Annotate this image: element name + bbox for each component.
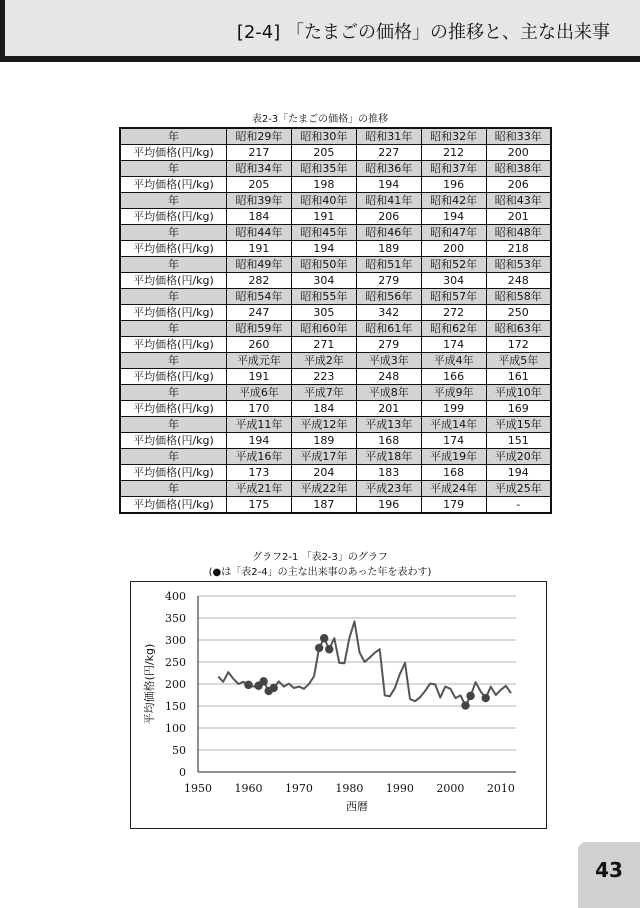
price-cell: 206 — [486, 177, 551, 193]
year-cell: 平成13年 — [356, 417, 421, 433]
price-row — [120, 145, 551, 161]
price-cell: 218 — [486, 241, 551, 257]
event-marker — [315, 644, 323, 652]
year-cell: 平成23年 — [356, 481, 421, 497]
price-cell: 247 — [227, 305, 292, 321]
price-cell: 189 — [291, 433, 356, 449]
year-cell: 平成24年 — [421, 481, 486, 497]
price-cell: 282 — [227, 273, 292, 289]
price-cell: 183 — [356, 465, 421, 481]
year-label-cell: 年 — [120, 128, 227, 145]
price-cell: 250 — [486, 305, 551, 321]
price-row — [120, 273, 551, 289]
price-cell: 184 — [291, 401, 356, 417]
year-cell: 平成22年 — [291, 481, 356, 497]
price-cell: 206 — [356, 209, 421, 225]
year-label-cell: 年 — [120, 321, 227, 337]
chart-title: グラフ2-1 「表2-3」のグラフ — [252, 552, 388, 563]
price-label-cell: 平均価格(円/kg) — [120, 337, 227, 353]
price-cell: 170 — [227, 401, 292, 417]
price-cell: 194 — [227, 433, 292, 449]
year-cell: 平成25年 — [486, 481, 551, 497]
year-cell: 昭和45年 — [291, 225, 356, 241]
x-tick-label: 1970 — [284, 782, 313, 795]
year-cell: 平成17年 — [291, 449, 356, 465]
price-row — [120, 369, 551, 385]
price-cell: 248 — [356, 369, 421, 385]
x-tick-label: 1960 — [234, 782, 263, 795]
price-cell: 279 — [356, 337, 421, 353]
event-marker — [466, 692, 474, 700]
year-cell: 昭和42年 — [421, 193, 486, 209]
year-row — [120, 257, 551, 273]
price-cell: 168 — [356, 433, 421, 449]
x-axis-title: 西暦 — [346, 800, 368, 813]
year-row — [120, 289, 551, 305]
event-marker — [482, 694, 490, 702]
price-row — [120, 497, 551, 514]
price-cell: 196 — [421, 177, 486, 193]
year-cell: 昭和35年 — [291, 161, 356, 177]
year-cell: 昭和47年 — [421, 225, 486, 241]
price-label-cell: 平均価格(円/kg) — [120, 145, 227, 161]
price-cell: 248 — [486, 273, 551, 289]
price-cell: 212 — [421, 145, 486, 161]
price-cell: 200 — [421, 241, 486, 257]
year-cell: 平成8年 — [356, 385, 421, 401]
price-cell: 205 — [291, 145, 356, 161]
year-label-cell: 年 — [120, 225, 227, 241]
year-row — [120, 128, 551, 145]
x-tick-label: 2010 — [486, 782, 515, 795]
year-cell: 昭和50年 — [291, 257, 356, 273]
price-cell: 161 — [486, 369, 551, 385]
year-cell: 平成16年 — [227, 449, 292, 465]
year-cell: 昭和44年 — [227, 225, 292, 241]
year-cell: 昭和58年 — [486, 289, 551, 305]
price-cell: 198 — [291, 177, 356, 193]
year-cell: 昭和54年 — [227, 289, 292, 305]
header-left-rule — [0, 0, 5, 62]
price-cell: 223 — [291, 369, 356, 385]
y-tick-label: 50 — [172, 744, 186, 757]
year-cell: 平成19年 — [421, 449, 486, 465]
price-cell: - — [486, 497, 551, 514]
y-tick-label: 200 — [165, 678, 186, 691]
price-cell: 174 — [421, 337, 486, 353]
price-cell: 191 — [291, 209, 356, 225]
price-label-cell: 平均価格(円/kg) — [120, 401, 227, 417]
y-tick-label: 300 — [165, 634, 186, 647]
year-cell: 昭和38年 — [486, 161, 551, 177]
y-axis-title: 平均価格(円/kg) — [143, 643, 156, 725]
year-cell: 昭和56年 — [356, 289, 421, 305]
event-marker — [270, 684, 278, 692]
table-caption: 表2-3「たまごの価格」の推移 — [251, 114, 389, 125]
year-cell: 昭和39年 — [227, 193, 292, 209]
year-cell: 平成15年 — [486, 417, 551, 433]
price-series-line — [218, 622, 511, 706]
x-tick-label: 1950 — [184, 782, 212, 795]
year-cell: 平成12年 — [291, 417, 356, 433]
price-cell: 271 — [291, 337, 356, 353]
price-cell: 194 — [356, 177, 421, 193]
year-cell: 平成2年 — [291, 353, 356, 369]
price-row — [120, 433, 551, 449]
year-cell: 平成20年 — [486, 449, 551, 465]
year-cell: 平成4年 — [421, 353, 486, 369]
price-cell: 174 — [421, 433, 486, 449]
price-cell: 201 — [356, 401, 421, 417]
price-label-cell: 平均価格(円/kg) — [120, 369, 227, 385]
year-cell: 昭和40年 — [291, 193, 356, 209]
year-cell: 昭和48年 — [486, 225, 551, 241]
y-tick-label: 250 — [165, 656, 186, 669]
price-cell: 260 — [227, 337, 292, 353]
year-label-cell: 年 — [120, 385, 227, 401]
year-cell: 昭和57年 — [421, 289, 486, 305]
year-cell: 平成14年 — [421, 417, 486, 433]
x-tick-label: 1980 — [335, 782, 364, 795]
year-label-cell: 年 — [120, 289, 227, 305]
year-cell: 昭和37年 — [421, 161, 486, 177]
year-row — [120, 353, 551, 369]
year-cell: 昭和30年 — [291, 128, 356, 145]
year-cell: 昭和31年 — [356, 128, 421, 145]
chart-subtitle: (●は「表2-4」の主な出来事のあった年を表わす) — [208, 567, 432, 578]
year-cell: 平成11年 — [227, 417, 292, 433]
price-row — [120, 337, 551, 353]
year-label-cell: 年 — [120, 161, 227, 177]
year-label-cell: 年 — [120, 417, 227, 433]
price-cell: 217 — [227, 145, 292, 161]
year-cell: 昭和51年 — [356, 257, 421, 273]
year-cell: 昭和61年 — [356, 321, 421, 337]
price-label-cell: 平均価格(円/kg) — [120, 465, 227, 481]
year-cell: 昭和36年 — [356, 161, 421, 177]
event-marker — [461, 701, 469, 709]
header-bar — [0, 0, 640, 62]
section-title: [2-4] 「たまごの価格」の推移と、主な出来事 — [236, 22, 610, 43]
price-cell: 191 — [227, 241, 292, 257]
price-cell: 169 — [486, 401, 551, 417]
price-label-cell: 平均価格(円/kg) — [120, 273, 227, 289]
year-cell: 昭和62年 — [421, 321, 486, 337]
price-row — [120, 465, 551, 481]
year-label-cell: 年 — [120, 481, 227, 497]
year-cell: 昭和46年 — [356, 225, 421, 241]
x-tick-label: 2000 — [436, 782, 465, 795]
price-label-cell: 平均価格(円/kg) — [120, 497, 227, 514]
year-row — [120, 417, 551, 433]
year-cell: 昭和41年 — [356, 193, 421, 209]
price-cell: 205 — [227, 177, 292, 193]
year-cell: 昭和55年 — [291, 289, 356, 305]
price-row — [120, 241, 551, 257]
year-row — [120, 225, 551, 241]
price-row — [120, 305, 551, 321]
year-row — [120, 161, 551, 177]
price-label-cell: 平均価格(円/kg) — [120, 305, 227, 321]
year-cell: 平成21年 — [227, 481, 292, 497]
price-cell: 194 — [421, 209, 486, 225]
year-cell: 昭和59年 — [227, 321, 292, 337]
y-tick-label: 0 — [179, 766, 186, 779]
price-row — [120, 401, 551, 417]
year-row — [120, 385, 551, 401]
price-cell: 272 — [421, 305, 486, 321]
price-label-cell: 平均価格(円/kg) — [120, 177, 227, 193]
y-tick-label: 150 — [165, 700, 186, 713]
y-tick-label: 400 — [165, 590, 186, 603]
year-row — [120, 481, 551, 497]
price-cell: 166 — [421, 369, 486, 385]
year-cell: 平成10年 — [486, 385, 551, 401]
price-cell: 173 — [227, 465, 292, 481]
price-label-cell: 平均価格(円/kg) — [120, 241, 227, 257]
x-tick-label: 1990 — [385, 782, 414, 795]
price-cell: 179 — [421, 497, 486, 514]
year-cell: 昭和49年 — [227, 257, 292, 273]
year-cell: 平成3年 — [356, 353, 421, 369]
year-cell: 平成9年 — [421, 385, 486, 401]
year-label-cell: 年 — [120, 257, 227, 273]
price-cell: 279 — [356, 273, 421, 289]
price-label-cell: 平均価格(円/kg) — [120, 209, 227, 225]
year-label-cell: 年 — [120, 449, 227, 465]
year-row — [120, 449, 551, 465]
price-cell: 227 — [356, 145, 421, 161]
price-cell: 151 — [486, 433, 551, 449]
event-marker — [320, 634, 328, 642]
price-cell: 175 — [227, 497, 292, 514]
year-cell: 昭和29年 — [227, 128, 292, 145]
price-cell: 305 — [291, 305, 356, 321]
year-cell: 昭和63年 — [486, 321, 551, 337]
price-cell: 200 — [486, 145, 551, 161]
year-row — [120, 321, 551, 337]
price-cell: 196 — [356, 497, 421, 514]
y-tick-label: 100 — [165, 722, 186, 735]
price-cell: 187 — [291, 497, 356, 514]
price-label-cell: 平均価格(円/kg) — [120, 433, 227, 449]
year-cell: 平成6年 — [227, 385, 292, 401]
year-cell: 昭和60年 — [291, 321, 356, 337]
year-cell: 昭和33年 — [486, 128, 551, 145]
egg-price-table — [119, 127, 552, 514]
year-label-cell: 年 — [120, 353, 227, 369]
price-cell: 201 — [486, 209, 551, 225]
event-marker — [325, 645, 333, 653]
price-row — [120, 177, 551, 193]
price-cell: 191 — [227, 369, 292, 385]
price-cell: 342 — [356, 305, 421, 321]
price-row — [120, 209, 551, 225]
event-marker — [244, 681, 252, 689]
price-cell: 304 — [421, 273, 486, 289]
price-cell: 194 — [486, 465, 551, 481]
year-cell: 昭和43年 — [486, 193, 551, 209]
page-number: 43 — [595, 858, 623, 882]
price-cell: 304 — [291, 273, 356, 289]
year-cell: 昭和34年 — [227, 161, 292, 177]
price-cell: 189 — [356, 241, 421, 257]
year-cell: 平成7年 — [291, 385, 356, 401]
egg-price-line-chart — [130, 581, 547, 829]
price-cell: 194 — [291, 241, 356, 257]
year-cell: 昭和52年 — [421, 257, 486, 273]
price-cell: 204 — [291, 465, 356, 481]
event-marker — [259, 677, 267, 685]
year-cell: 平成18年 — [356, 449, 421, 465]
year-label-cell: 年 — [120, 193, 227, 209]
year-cell: 昭和53年 — [486, 257, 551, 273]
y-tick-label: 350 — [165, 612, 186, 625]
price-cell: 184 — [227, 209, 292, 225]
price-cell: 199 — [421, 401, 486, 417]
year-row — [120, 193, 551, 209]
year-cell: 平成5年 — [486, 353, 551, 369]
price-cell: 172 — [486, 337, 551, 353]
year-cell: 平成元年 — [227, 353, 292, 369]
price-cell: 168 — [421, 465, 486, 481]
year-cell: 昭和32年 — [421, 128, 486, 145]
